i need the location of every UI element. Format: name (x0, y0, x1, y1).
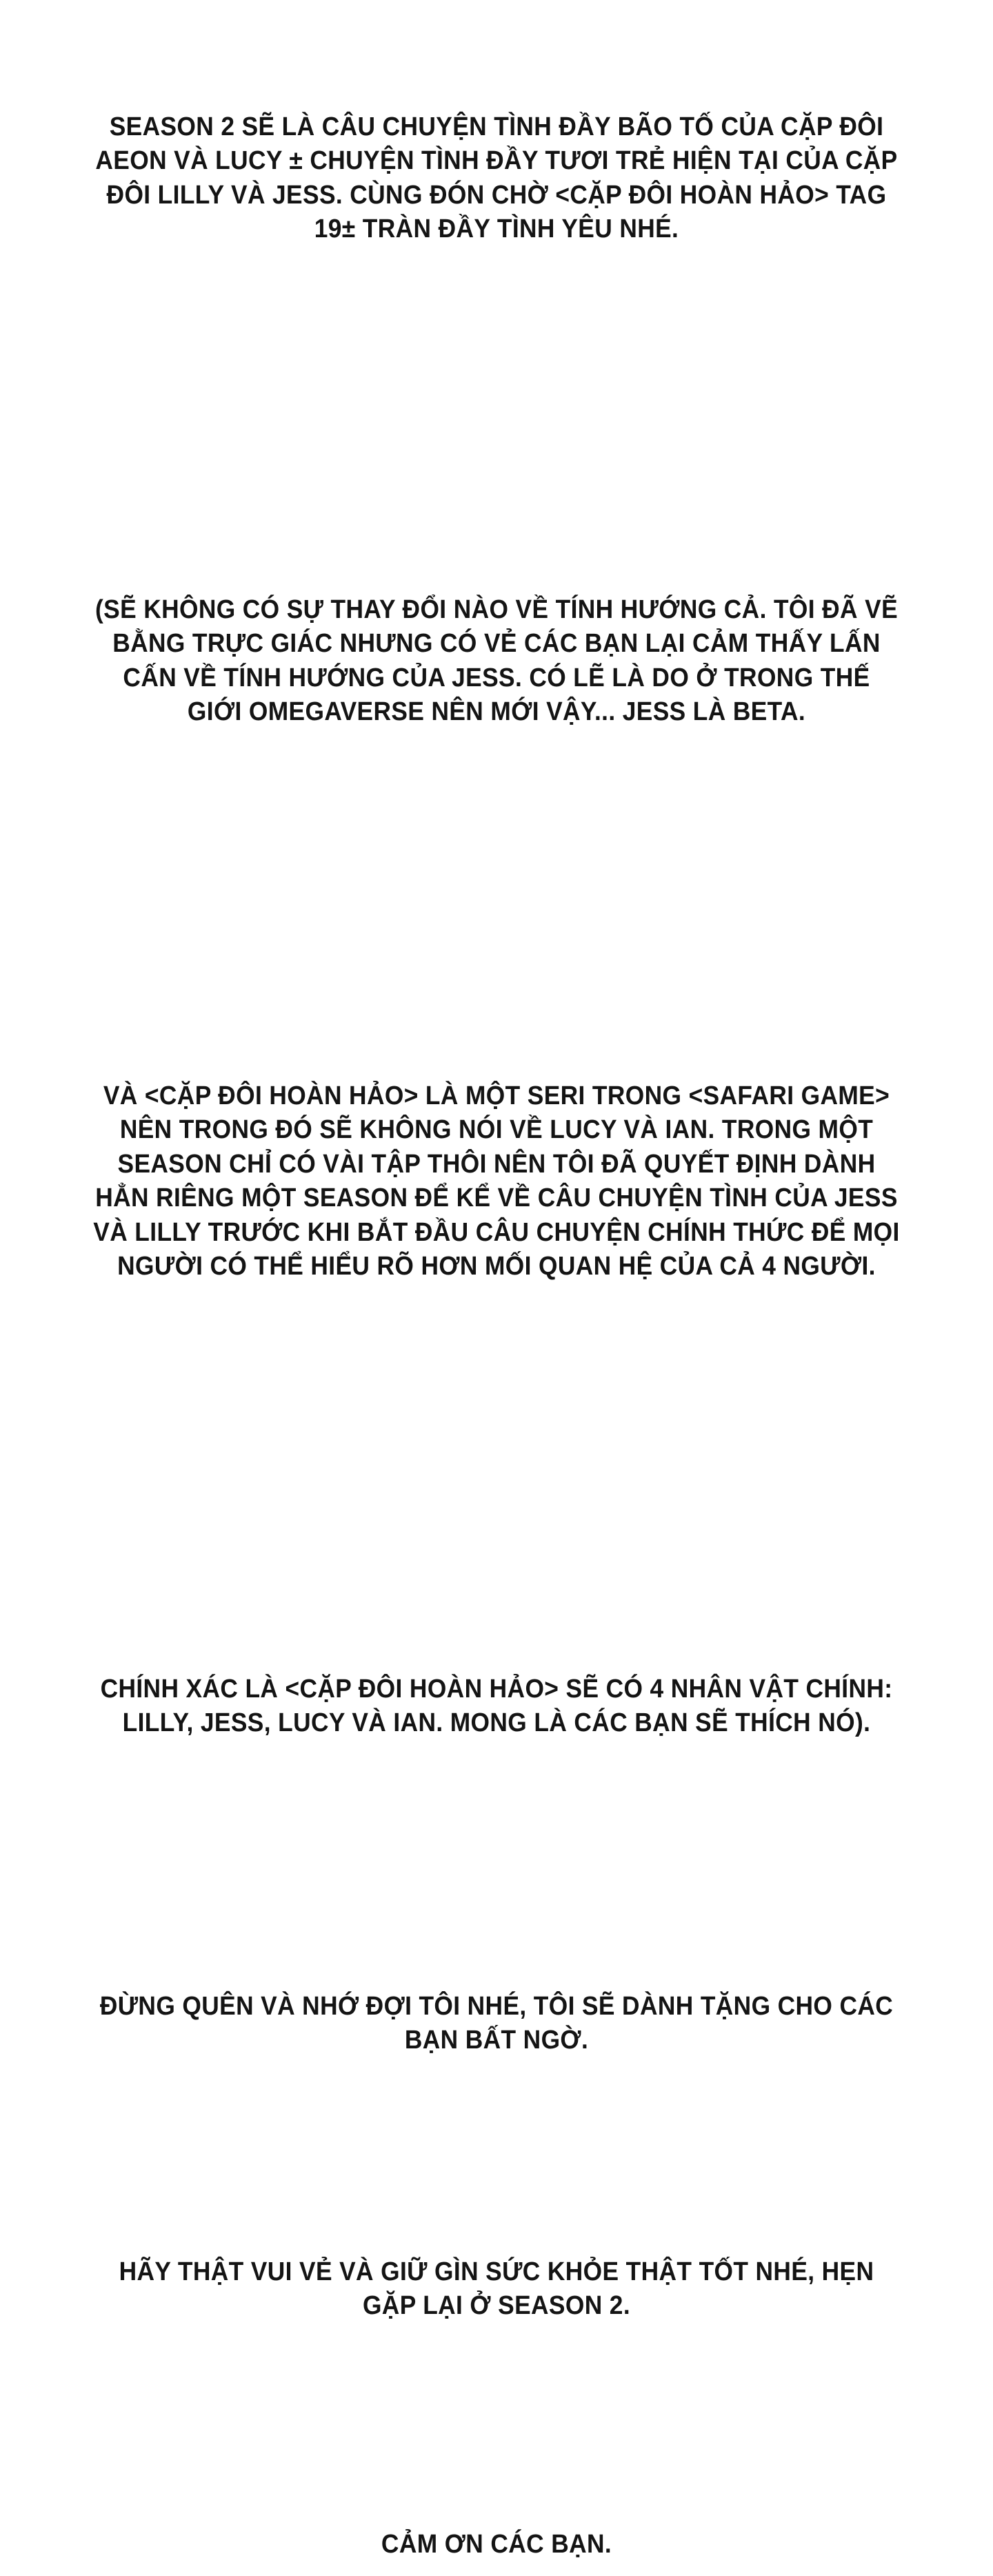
paragraph-text: CHÍNH XÁC LÀ <CẶP ĐÔI HOÀN HẢO> SẼ CÓ 4 NHÂN VẬT CHÍNH: LILLY, JESS, LUCY VÀ IAN. MONG LÀ CÁC BẠN SẼ THÍCH NÓ). (100, 1675, 893, 1738)
paragraph-text: CẢM ƠN CÁC BẠN. (381, 2530, 612, 2559)
paragraph-series (0, 1079, 993, 1284)
paragraph-text: HÃY THẬT VUI VẺ VÀ GIỮ GÌN SỨC KHỎE THẬT TỐT NHÉ, HẸN GẶP LẠI Ở SEASON 2. (119, 2257, 874, 2321)
paragraph-text: VÀ <CẶP ĐÔI HOÀN HẢO> LÀ MỘT SERI TRONG <SAFARI GAME> NÊN TRONG ĐÓ SẼ KHÔNG NÓI VỀ LUCY VÀ IAN. TRONG MỘT SEASON CHỈ CÓ VÀI TẬP THÔI NÊN TÔI ĐÃ QUYẾT ĐỊNH DÀNH HẲN RIÊNG MỘT SEASON ĐỂ KỂ VỀ CÂU CHUYỆN TÌNH CỦA JESS VÀ LILLY TRƯỚC KHI BẮT ĐẦU CÂU CHUYỆN CHÍNH THỨC ĐỂ MỌI NGƯỜI CÓ THỂ HIỂU RÕ HƠN MỐI QUAN HỆ CỦA CẢ 4 NGƯỜI. (93, 1081, 900, 1281)
paragraph-characters (0, 1673, 993, 1741)
paragraph-surprise (0, 1990, 993, 2058)
paragraph-farewell (0, 2255, 993, 2324)
paragraph-orientation (0, 593, 993, 730)
paragraph-text: ĐỪNG QUÊN VÀ NHỚ ĐỢI TÔI NHÉ, TÔI SẼ DÀNH TẶNG CHO CÁC BẠN BẤT NGỜ. (99, 1992, 894, 2055)
paragraph-text: (SẼ KHÔNG CÓ SỰ THAY ĐỔI NÀO VỀ TÍNH HƯỚNG CẢ. TÔI ĐÃ VẼ BẰNG TRỰC GIÁC NHƯNG CÓ VẺ CÁC BẠN LẠI CẢM THẤY LẤN CẤN VỀ TÍNH HƯỚNG CỦA JESS. CÓ LẼ LÀ DO Ở TRONG THẾ GIỚI OMEGAVERSE NÊN MỚI VẬY... JESS LÀ BETA. (94, 595, 899, 727)
paragraph-season2 (0, 110, 993, 247)
paragraph-thanks (0, 2528, 993, 2562)
paragraph-text: SEASON 2 SẼ LÀ CÂU CHUYỆN TÌNH ĐẦY BÃO TỐ CỦA CẶP ĐÔI AEON VÀ LUCY ± CHUYỆN TÌNH ĐẦY TƯƠI TRẺ HIỆN TẠI CỦA CẶP ĐÔI LILLY VÀ JESS. CÙNG ĐÓN CHỜ <CẶP ĐÔI HOÀN HẢO> TAG 19± TRÀN ĐẦY TÌNH YÊU NHÉ. (95, 112, 898, 244)
